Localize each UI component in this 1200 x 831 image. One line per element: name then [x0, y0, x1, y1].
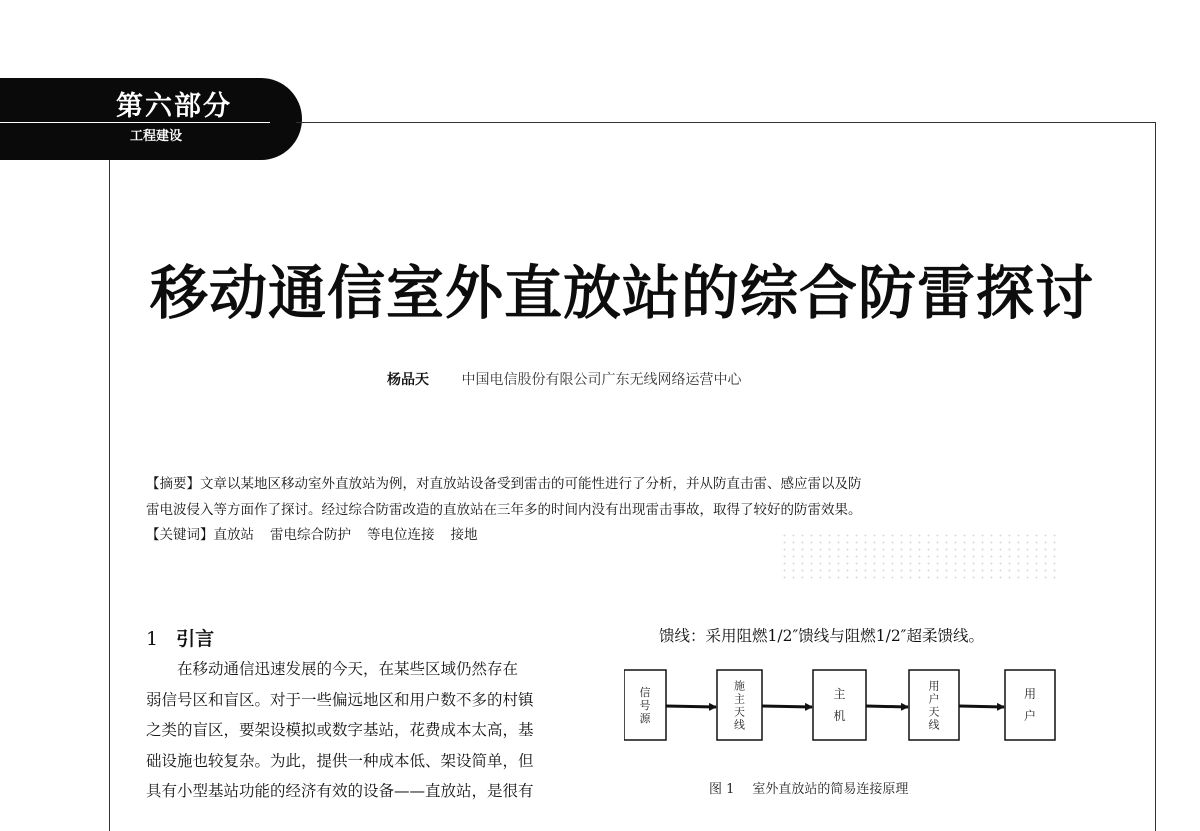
- diagram-block-box: [1005, 670, 1055, 740]
- connection-diagram: [624, 668, 1084, 778]
- abstract-label: 【摘要】: [146, 476, 200, 492]
- keyword-item: 等电位连接: [367, 527, 435, 543]
- diagram-block-char: 信: [639, 686, 651, 699]
- intro-body: [146, 654, 582, 807]
- page-frame-top: [296, 122, 1156, 123]
- section-tab: [0, 78, 302, 160]
- keyword-item: 接地: [450, 527, 478, 543]
- figure-caption-text: 室外直放站的简易连接原理: [752, 782, 909, 797]
- diagram-block-char: 线: [928, 718, 940, 732]
- diagram-block-box: [813, 670, 866, 740]
- diagram-block-char: 源: [639, 712, 651, 725]
- abstract-text-1: 文章以某地区移动室外直放站为例，对直放站设备受到雷击的可能性进行了分析，并从防直击雷、感应雷以及防: [200, 476, 862, 492]
- diagram-block: [717, 670, 762, 740]
- diagram-block-char: 户: [1023, 709, 1037, 723]
- body-line: 弱信号区和盲区。对于一些偏远地区和用户数不多的村镇: [146, 690, 534, 709]
- diagram-block-char: 用: [928, 679, 940, 693]
- keyword-item: 雷电综合防护: [270, 527, 351, 543]
- diagram-block: [909, 670, 959, 740]
- page-frame-right: [1155, 122, 1156, 831]
- diagram-arrow: [666, 706, 716, 707]
- diagram-block-char: 用: [1023, 687, 1037, 701]
- diagram-block: [1005, 670, 1055, 740]
- body-line: 之类的盲区，要架设模拟或数字基站，花费成本太高，基: [146, 721, 534, 739]
- section-divider: [0, 122, 270, 123]
- section-number: 1: [146, 628, 159, 650]
- body-line: 在移动通信迅速发展的今天，在某些区域仍然存在: [177, 660, 519, 678]
- abstract-line-2: 雷电波侵入等方面作了探讨。经过综合防雷改造的直放站在三年多的时间内没有出现雷击事故，取得了较好的防雷效果。: [146, 501, 862, 518]
- diagram-block-char: 天: [928, 705, 940, 719]
- diagram-arrow: [762, 706, 812, 707]
- diagram-block-char: 户: [928, 692, 940, 706]
- keyword-item: 直放站: [213, 527, 254, 543]
- paper-title: 移动通信室外直放站的综合防雷探讨: [150, 259, 1095, 327]
- body-line: 础设施也较复杂。为此，提供一种成本低、架设简单，但: [146, 751, 534, 770]
- figure-caption: [709, 778, 908, 797]
- author-name: 杨品天: [387, 372, 429, 388]
- body-line: 具有小型基站功能的经济有效的设备——直放站，是很有: [146, 782, 534, 800]
- diagram-block: [813, 670, 866, 740]
- diagram-arrow: [959, 706, 1004, 707]
- section-heading-text: 引言: [176, 628, 215, 650]
- scan-noise: [780, 532, 1060, 580]
- section-title: 第六部分: [116, 91, 232, 122]
- byline: [387, 369, 741, 389]
- diagram-block-char: 主: [734, 692, 745, 706]
- feeder-spec-line: 馈线：采用阻燃1/2″馈线与阻燃1/2″超柔馈线。: [659, 627, 984, 645]
- diagram-block-char: 机: [833, 709, 846, 723]
- diagram-block: [624, 670, 666, 740]
- keywords-label: 【关键词】: [146, 527, 214, 543]
- section-subtitle: 工程建设: [130, 129, 183, 144]
- diagram-block-char: 线: [734, 718, 745, 732]
- figure-number: 图 1: [709, 782, 735, 797]
- diagram-block-char: 施: [734, 679, 745, 693]
- diagram-block-char: 天: [734, 705, 745, 719]
- author-affiliation: 中国电信股份有限公司广东无线网络运营中心: [461, 372, 742, 388]
- diagram-arrow: [866, 706, 908, 707]
- diagram-block-char: 主: [833, 687, 846, 701]
- abstract-line-1: [146, 472, 1066, 498]
- page-frame-left: [109, 160, 110, 831]
- section-heading-intro: [146, 624, 214, 651]
- diagram-block-char: 号: [639, 699, 651, 712]
